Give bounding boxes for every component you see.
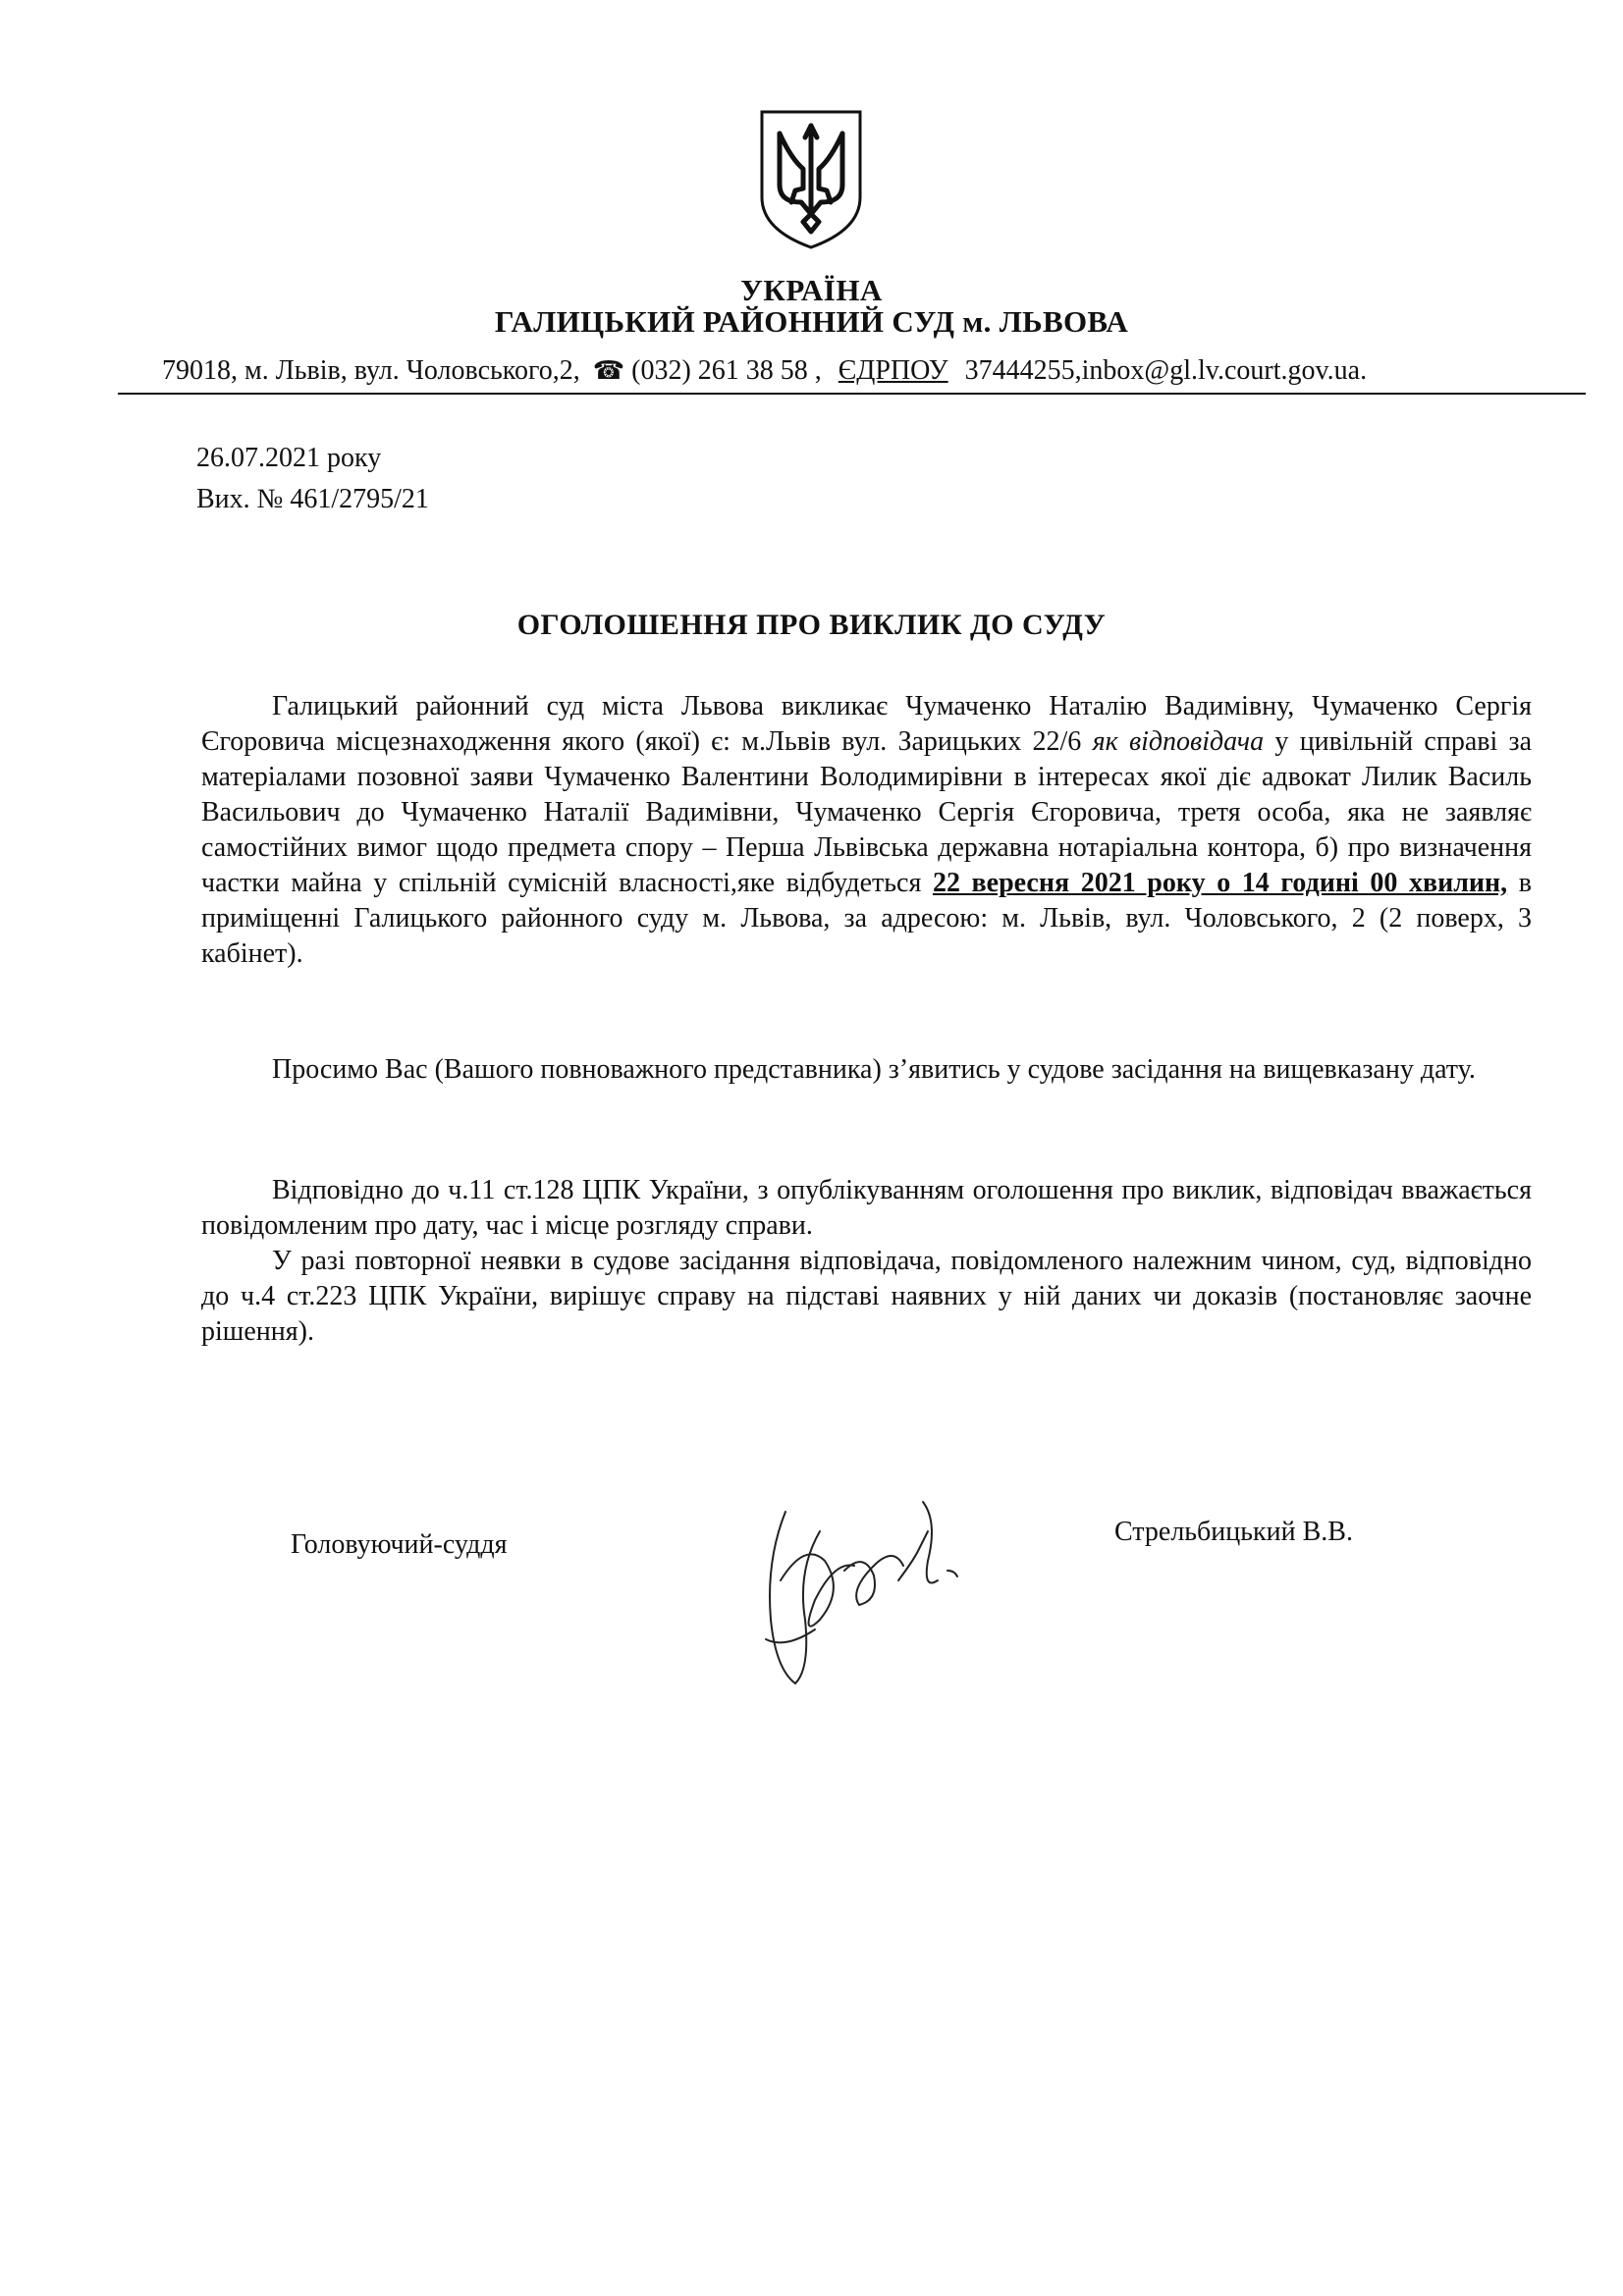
document-title: ОГОЛОШЕННЯ ПРО ВИКЛИК ДО СУДУ [516,609,1107,641]
default-judgment-paragraph: У разі повторної неявки в судове засідання відповідача, повідомленого належним чином, суд, відповідно до ч.4 ст.223 ЦПК України, вирішує справу на підставі наявних у ній даних чи доказів (постановляє заочне рішення). [201,1246,1532,1347]
telephone-icon: ☎ [592,356,625,385]
outgoing-number: Вих. № 461/2795/21 [196,484,429,514]
judge-name: Стрельбицький В.В. [1114,1517,1353,1547]
phone-number: (032) 261 38 58 , [631,355,822,386]
summons-paragraph [201,689,1532,972]
court-address-line [162,355,1556,387]
document-date: 26.07.2021 року [196,443,382,473]
country-heading: УКРАЇНА [740,273,883,307]
edrpou-and-email: 37444255,inbox@gl.lv.court.gov.ua. [964,355,1368,386]
presiding-judge-label: Головуючий-суддя [291,1529,508,1560]
summons-text-part-2: у цивільній справі за матеріалами позовної заяви Чумаченко Валентини Володимирівни в інтересах якої діє адвокат Лилик Василь Васильович до Чумаченко Наталії Вадимівни, Чумаченко Сергія Єгоровича, третя особа, яка не заявляє самостійних вимог щодо предмета спору – Перша Львівська державна нотаріальна контора, б) про визначення частки майна у спільній сумісній власності,яке відбудеться [201,726,1533,898]
notification-paragraph: Відповідно до ч.11 ст.128 ЦПК України, з опублікуванням оголошення про виклик, відповідач вважається повідомленим про дату, час і місце розгляду справи. [201,1175,1532,1241]
court-name-heading: ГАЛИЦЬКИЙ РАЙОННИЙ СУД м. ЛЬВОВА [494,304,1129,339]
edrpou-label: ЄДРПОУ [838,355,948,386]
defendant-role: як відповідача [1092,726,1265,757]
summons-text-part-3: в приміщенні Галицького районного суду м. Львова, за адресою: м. Львів, вул. Чоловського, 2 (2 поверх, 3 кабінет). [201,868,1532,969]
document-meta [196,438,429,520]
coat-of-arms-trident-icon [752,104,870,251]
legal-notice-block [201,1173,1532,1350]
handwritten-signature [727,1472,972,1698]
request-paragraph: Просимо Вас (Вашого повноважного представника) з’явитись у судове засідання на вищевказану дату. [272,1054,1476,1085]
header-divider [118,393,1586,395]
postal-address: 79018, м. Львів, вул. Чоловського,2, [162,355,580,386]
hearing-datetime: 22 вересня 2021 року о 14 годині 00 хвилин, [932,868,1508,898]
summons-text-part-1: Галицький районний суд міста Львова викликає Чумаченко Наталію Вадимівну, Чумаченко Сергія Єгоровича місцезнаходження якого (якої) є: м.Львів вул. Зарицьких 22/6 [201,691,1532,757]
